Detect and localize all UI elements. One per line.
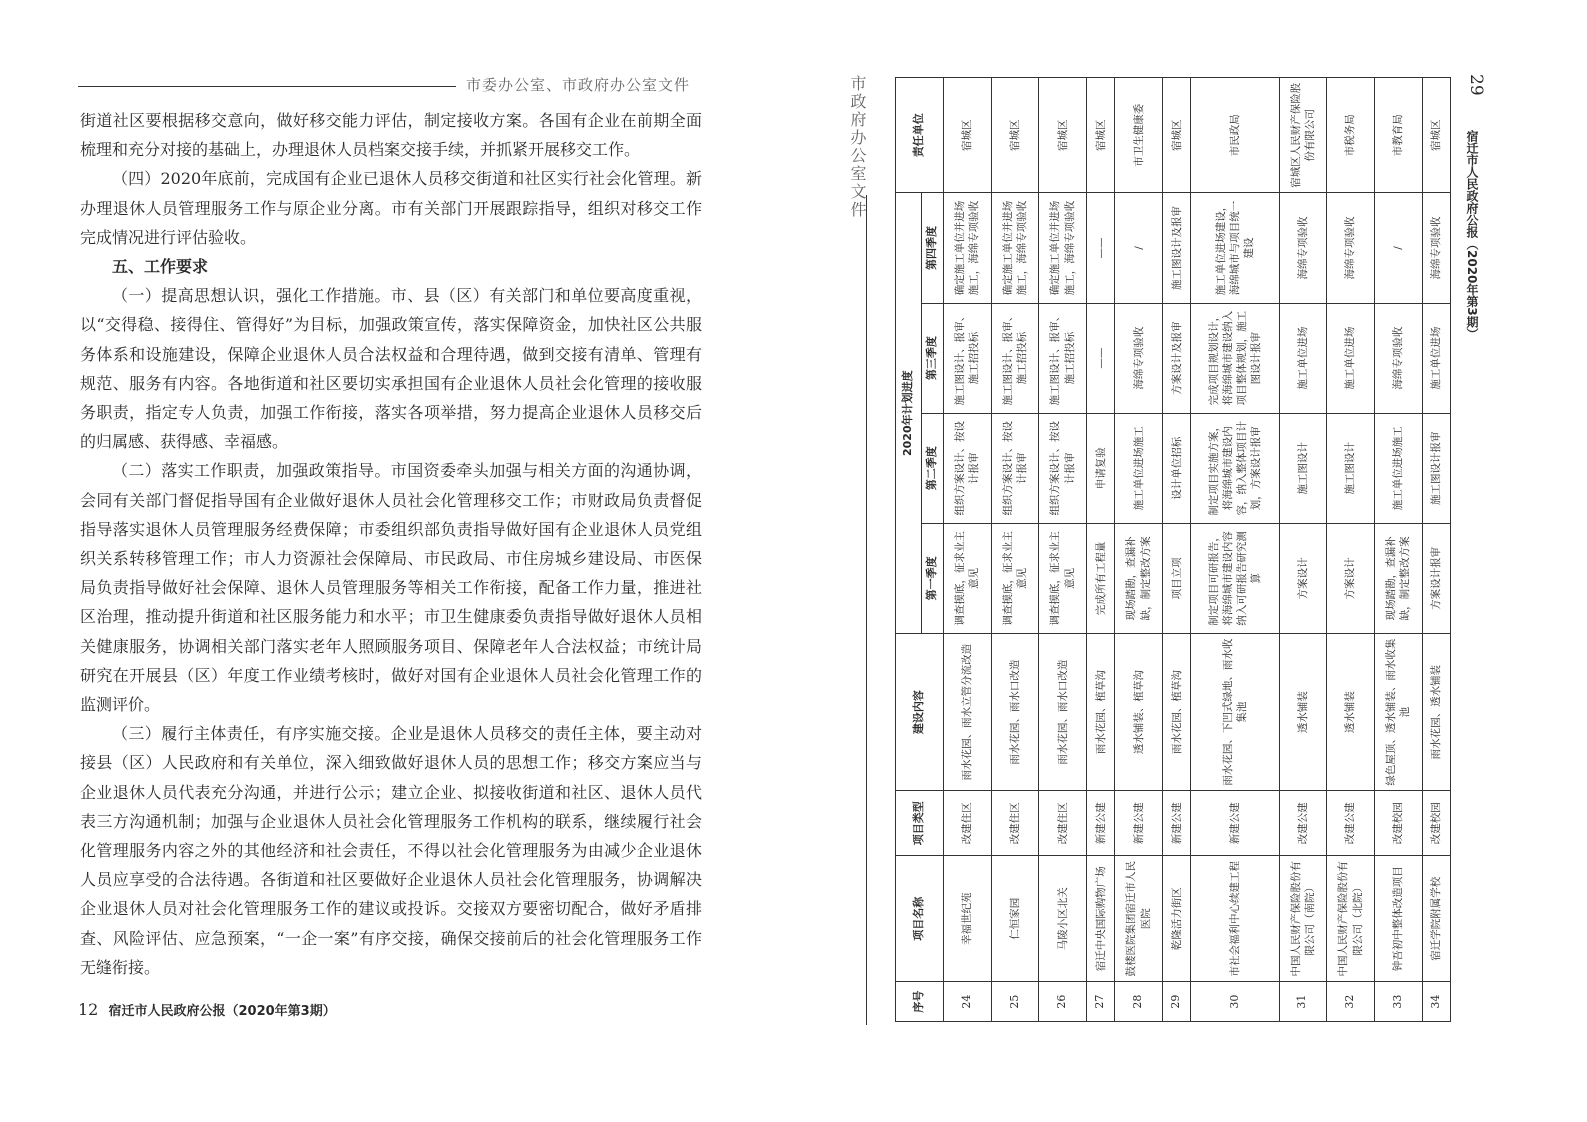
vertical-header-rule <box>866 195 867 1025</box>
cell-name: 仁恒家园 <box>991 856 1039 982</box>
cell-q2: 组织方案设计、按设计报审 <box>991 413 1039 523</box>
cell-q2: 施工图设计报审 <box>1422 413 1451 523</box>
cell-q1: 现场踏勘，查漏补缺，制定整改方案 <box>1374 523 1422 633</box>
cell-q3: 施工图设计、报审、施工招投标 <box>991 303 1039 413</box>
cell-type: 改建公建 <box>1327 791 1375 856</box>
cell-q1: 方案设计 <box>1279 523 1327 633</box>
page-number: 12 <box>78 1000 99 1019</box>
cell-type: 改建住区 <box>991 791 1039 856</box>
cell-name: 宿迁学院附属学校 <box>1422 856 1451 982</box>
cell-type: 新建公建 <box>1115 791 1163 856</box>
cell-name: 鼓楼医院集团宿迁市人民医院 <box>1115 856 1163 982</box>
cell-q1: 方案设计报审 <box>1422 523 1451 633</box>
cell-q4: / <box>1115 193 1163 303</box>
cell-content: 透水铺装 <box>1279 633 1327 790</box>
body-text <box>80 106 702 982</box>
cell-q2: 设计单位招标 <box>1162 413 1190 523</box>
cell-content: 雨水花园、雨水口改造 <box>1039 633 1087 790</box>
header-q1: 第一季度 <box>922 523 944 633</box>
running-header: 市委办公室、市政府办公室文件 <box>466 76 691 94</box>
cell-q3: 施工图设计、报审、施工招投标 <box>1039 303 1087 413</box>
paragraph: 街道社区要根据移交意向，做好移交能力评估，制定接收方案。各国有企业在前期全面梳理和充分对接的基础上，办理退休人员档案交接手续，并抓紧开展移交工作。 <box>80 111 702 160</box>
cell-unit: 宿城区 <box>1162 78 1190 193</box>
cell-content: 雨水花园、透水铺装 <box>1422 633 1451 790</box>
cell-content: 透水铺装 <box>1327 633 1375 790</box>
cell-q3: 施工单位进场 <box>1327 303 1375 413</box>
cell-type: 新建公建 <box>1191 791 1279 856</box>
cell-content: 雨水花园、植草沟 <box>1086 633 1114 790</box>
cell-q1: 调查摸底，征求业主意见 <box>991 523 1039 633</box>
cell-name: 市社会福利中心续建工程 <box>1191 856 1279 982</box>
cell-name: 中国人民财产保险股份有限公司（南院） <box>1279 856 1327 982</box>
cell-q4: 确定施工单位并进场施工，海绵专项验收 <box>991 193 1039 303</box>
cell-name: 中国人民财产保险股份有限公司（北院） <box>1327 856 1375 982</box>
cell-q1: 调查摸底，征求业主意见 <box>1039 523 1087 633</box>
header-type: 项目类型 <box>896 791 944 856</box>
header-q4: 第四季度 <box>922 193 944 303</box>
cell-q3: 方案设计及报审 <box>1162 303 1190 413</box>
cell-seq: 32 <box>1327 982 1375 1022</box>
cell-q2: 组织方案设计、按设计报审 <box>944 413 992 523</box>
cell-q4: 施工图设计及报审 <box>1162 193 1190 303</box>
cell-q2: 申请复验 <box>1086 413 1114 523</box>
cell-seq: 27 <box>1086 982 1114 1022</box>
cell-q4: 海绵专项验收 <box>1279 193 1327 303</box>
cell-q1: 调查摸底，征求业主意见 <box>944 523 992 633</box>
cell-seq: 28 <box>1115 982 1163 1022</box>
table-row <box>1422 78 1451 1022</box>
cell-content: 雨水花园、雨水立管分流改造 <box>944 633 992 790</box>
table-row <box>1162 78 1190 1022</box>
cell-unit: 市税务局 <box>1327 78 1375 193</box>
cell-seq: 29 <box>1162 982 1190 1022</box>
cell-type: 改建校园 <box>1374 791 1422 856</box>
cell-unit: 宿城区 <box>1422 78 1451 193</box>
cell-q1: 完成所有工程量 <box>1086 523 1114 633</box>
cell-q3: —— <box>1086 303 1114 413</box>
table-body <box>944 78 1451 1022</box>
cell-name: 乾隆活力街区 <box>1162 856 1190 982</box>
header-plan: 2020年计划进度 <box>896 193 922 634</box>
cell-q2: 施工单位进场施工 <box>1115 413 1163 523</box>
cell-q2: 施工单位进场施工 <box>1374 413 1422 523</box>
cell-unit: 宿城区 <box>1039 78 1087 193</box>
cell-q1: 现场踏勘，查漏补缺，制定整改方案 <box>1115 523 1163 633</box>
cell-q4: 确定施工单位并进场施工，海绵专项验收 <box>1039 193 1087 303</box>
header-q3: 第三季度 <box>922 303 944 413</box>
paragraph: （一）提高思想认识，强化工作措施。市、县（区）有关部门和单位要高度重视，以“交得稳、接得住、管得好”为目标，加强政策宣传，落实保障资金，加快社区公共服务体系和设施建设，保障企业退休人员合法权益和合理待遇，做到交接有清单、管理有规范、服务有内容。各地街道和社区要切实承担国有企业退休人员社会化管理的接收服务职责，指定专人负责，加强工作衔接，落实各项举措，努力提高企业退休人员移交后的归属感、获得感、幸福感。 <box>80 286 702 452</box>
cell-seq: 26 <box>1039 982 1087 1022</box>
page-footer <box>78 1000 336 1019</box>
left-page <box>0 0 790 1122</box>
cell-seq: 31 <box>1279 982 1327 1022</box>
header-name: 项目名称 <box>896 856 944 982</box>
table-row <box>1279 78 1327 1022</box>
cell-name: 钟吾初中整体改造项目 <box>1374 856 1422 982</box>
cell-q3: 完成项目规划设计，将海绵城市建设纳入项目整体规划，施工图设计报审 <box>1191 303 1279 413</box>
section-heading: 五、工作要求 <box>112 257 209 277</box>
cell-q2: 制定项目实施方案，将海绵城市建设内容，纳入整体项目计划，方案设计报审 <box>1191 413 1279 523</box>
table-row <box>944 78 992 1022</box>
cell-q4: 海绵专项验收 <box>1327 193 1375 303</box>
header-q2: 第二季度 <box>922 413 944 523</box>
cell-unit: 市教育局 <box>1374 78 1422 193</box>
cell-type: 改建住区 <box>1039 791 1087 856</box>
cell-unit: 宿城区 <box>944 78 992 193</box>
cell-unit: 宿城区 <box>1086 78 1114 193</box>
cell-q2: 施工图设计 <box>1279 413 1327 523</box>
cell-type: 新建公建 <box>1086 791 1114 856</box>
cell-seq: 24 <box>944 982 992 1022</box>
header-unit: 责任单位 <box>896 78 944 193</box>
cell-type: 新建公建 <box>1162 791 1190 856</box>
publication-name: 宿迁市人民政府公报（2020年第3期） <box>108 1004 336 1019</box>
vertical-header-text: 市政府办公室文件 <box>848 75 867 219</box>
cell-q1: 制定项目可研报告，将海绵城市建设内容纳入可研报告研究测算 <box>1191 523 1279 633</box>
header-content: 建设内容 <box>896 633 944 790</box>
table-row <box>1115 78 1163 1022</box>
cell-seq: 25 <box>991 982 1039 1022</box>
right-publication-name: 宿迁市人民政府公报（2020年第3期） <box>1465 130 1479 340</box>
cell-q4: 施工单位进场建设，海绵城市与项目统一建设 <box>1191 193 1279 303</box>
project-table-rotated <box>895 77 1451 1022</box>
cell-q1: 方案设计 <box>1327 523 1375 633</box>
cell-unit: 宿城区 <box>991 78 1039 193</box>
table-row <box>991 78 1039 1022</box>
cell-seq: 30 <box>1191 982 1279 1022</box>
cell-content: 透水铺装、植草沟 <box>1115 633 1163 790</box>
cell-content: 雨水花园、植草沟 <box>1162 633 1190 790</box>
header-rule <box>78 86 456 87</box>
cell-name: 幸福世纪苑 <box>944 856 992 982</box>
cell-content: 绿色屋顶、透水铺装、雨水收集池 <box>1374 633 1422 790</box>
cell-q4: 海绵专项验收 <box>1422 193 1451 303</box>
cell-name: 马陵小区北关 <box>1039 856 1087 982</box>
project-table <box>895 77 1451 1022</box>
table-row <box>1086 78 1114 1022</box>
cell-type: 改建公建 <box>1279 791 1327 856</box>
cell-unit: 市卫生健康委 <box>1115 78 1163 193</box>
cell-q3: 海绵专项验收 <box>1374 303 1422 413</box>
cell-q3: 施工图设计、报审、施工招投标 <box>944 303 992 413</box>
cell-seq: 33 <box>1374 982 1422 1022</box>
cell-q3: 施工单位进场 <box>1422 303 1451 413</box>
cell-seq: 34 <box>1422 982 1451 1022</box>
table-row <box>1374 78 1422 1022</box>
header-seq: 序号 <box>896 982 944 1022</box>
cell-q4: 确定施工单位并进场施工，海绵专项验收 <box>944 193 992 303</box>
paragraph: （三）履行主体责任，有序实施交接。企业是退休人员移交的责任主体，要主动对接县（区）人民政府和有关单位，深入细致做好退休人员的思想工作；移交方案应当与企业退休人员代表充分沟通，并进行公示；建立企业、拟接收街道和社区、退休人员代表三方沟通机制；加强与企业退休人员社会化管理服务工作机构的联系，继续履行社会化管理服务内容之外的其他经济和社会责任，不得以社会化管理服务为由减少企业退休人员应享受的合法待遇。各街道和社区要做好企业退休人员社会化管理服务，协调解决企业退休人员对社会化管理服务工作的建议或投诉。交接双方要密切配合，做好矛盾排查、风险评估、应急预案，“一企一案”有序交接，确保交接前后的社会化管理服务工作无缝衔接。 <box>80 724 702 977</box>
paragraph: （四）2020年底前，完成国有企业已退休人员移交街道和社区实行社会化管理。新办理退休人员管理服务工作与原企业分离。市有关部门开展跟踪指导，组织对移交工作完成情况进行评估验收。 <box>80 169 702 247</box>
cell-q2: 施工图设计 <box>1327 413 1375 523</box>
right-page-number: 29 <box>1466 74 1486 96</box>
cell-q1: 项目立项 <box>1162 523 1190 633</box>
cell-type: 改建校园 <box>1422 791 1451 856</box>
cell-q3: 施工单位进场 <box>1279 303 1327 413</box>
cell-name: 宿迁中央国际购物广场 <box>1086 856 1114 982</box>
cell-unit: 市民政局 <box>1191 78 1279 193</box>
cell-q4: —— <box>1086 193 1114 303</box>
table-row <box>1327 78 1375 1022</box>
paragraph: （二）落实工作职责，加强政策指导。市国资委牵头加强与相关方面的沟通协调，会同有关部门督促指导国有企业做好退休人员社会化管理移交工作；市财政局负责督促指导落实退休人员管理服务经费保障；市委组织部负责指导做好国有企业退休人员党组织关系转移管理工作；市人力资源社会保障局、市民政局、市住房城乡建设局、市医保局负责指导做好社会保障、退休人员管理服务等相关工作衔接，配备工作力量，推进社区治理，推动提升街道和社区服务能力和水平；市卫生健康委负责指导做好退休人员相关健康服务，协调相关部门落实老年人照顾服务项目、保障老年人合法权益；市统计局研究在开展县（区）年度工作业绩考核时，做好对国有企业退休人员社会化管理工作的监测评价。 <box>80 461 702 715</box>
table-row <box>1039 78 1087 1022</box>
cell-q4: / <box>1374 193 1422 303</box>
cell-content: 雨水花园、雨水口改造 <box>991 633 1039 790</box>
cell-content: 雨水花园、下凹式绿地、雨水收集池 <box>1191 633 1279 790</box>
table-row <box>1191 78 1279 1022</box>
cell-q3: 海绵专项验收 <box>1115 303 1163 413</box>
cell-unit: 宿城区人民财产保险股份有限公司 <box>1279 78 1327 193</box>
cell-type: 改建住区 <box>944 791 992 856</box>
cell-q2: 组织方案设计、按设计报审 <box>1039 413 1087 523</box>
